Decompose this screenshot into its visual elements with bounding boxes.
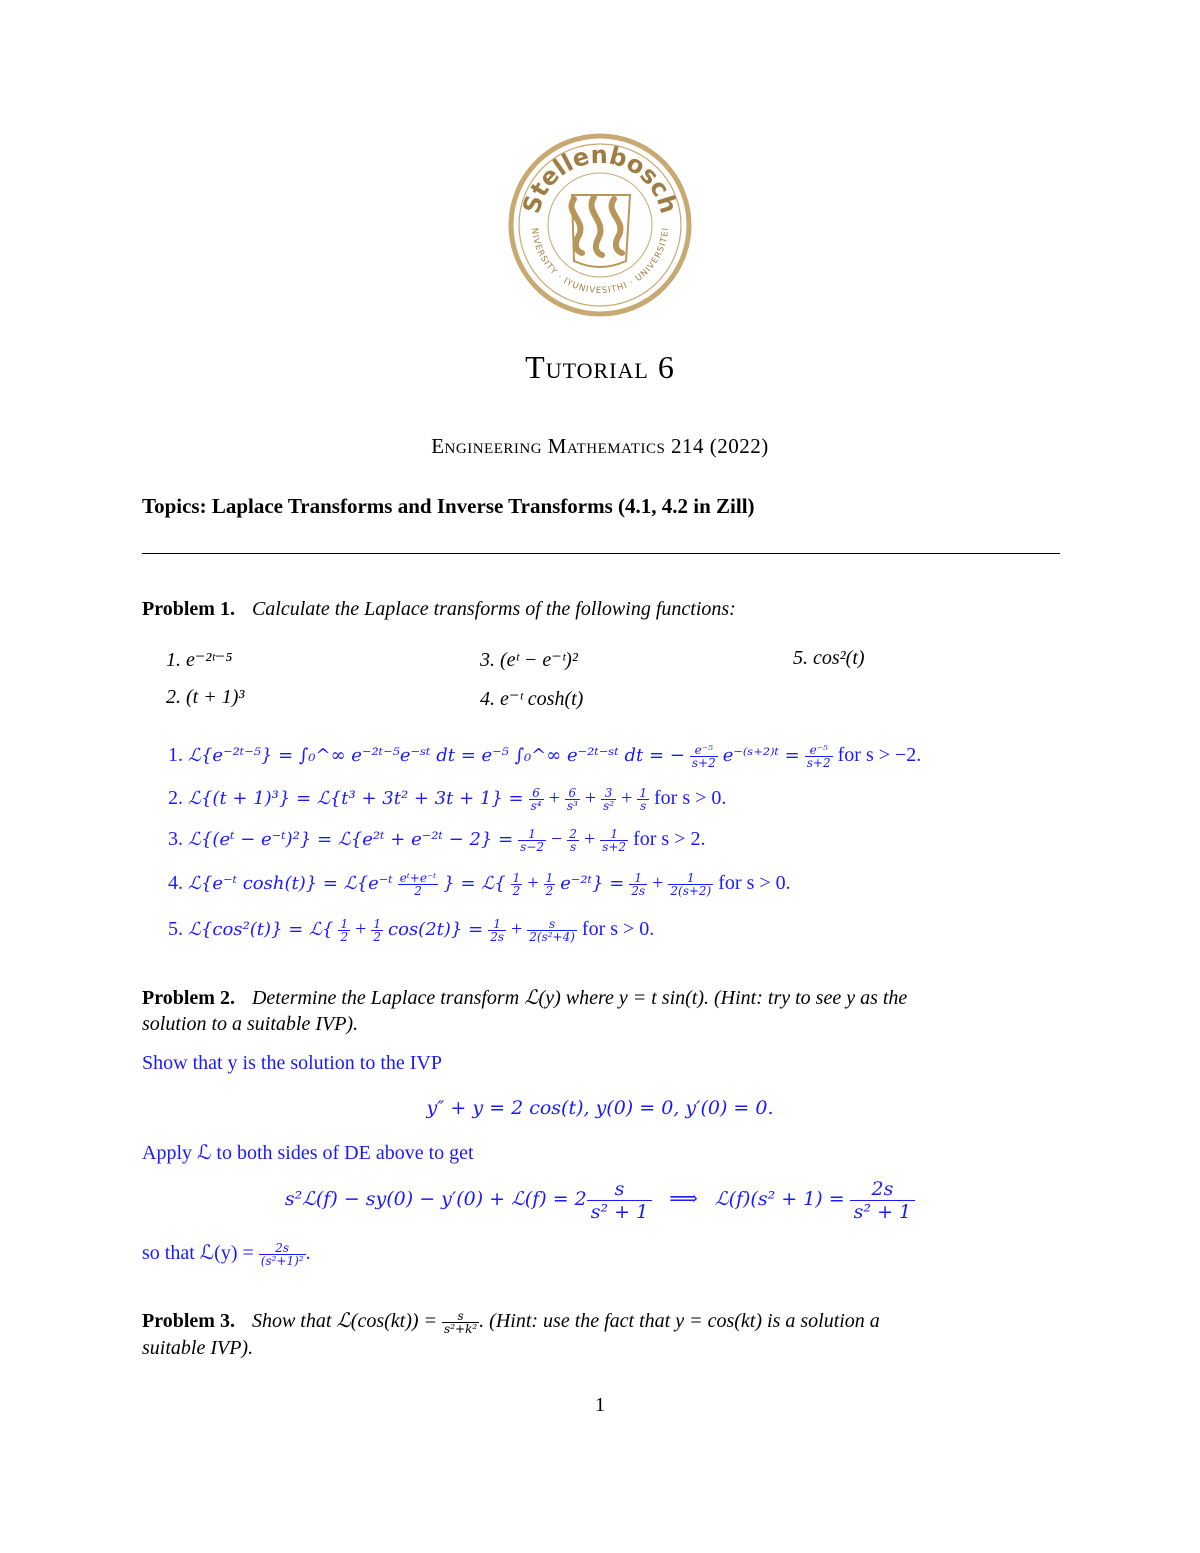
fraction — [442, 1310, 479, 1335]
problem2-label: Problem 2. — [142, 987, 235, 1009]
operator: + — [510, 918, 523, 941]
fraction — [398, 872, 439, 897]
problem1-heading — [142, 598, 736, 621]
period: . — [305, 1242, 311, 1264]
list-item — [480, 686, 583, 711]
denominator: 2 — [414, 884, 422, 898]
university-logo — [508, 133, 692, 317]
numerator: s — [587, 1178, 652, 1201]
solution-number: 4. — [168, 872, 183, 895]
denominator: s+2 — [691, 756, 716, 770]
denominator: s — [640, 799, 647, 813]
problem2-heading — [142, 985, 907, 1010]
denominator: s²+k² — [444, 1321, 478, 1336]
numerator: 1 — [639, 786, 647, 800]
item-expression: (eᵗ − e⁻ᵗ)² — [500, 649, 578, 671]
list-item — [166, 686, 244, 709]
denominator: s² + 1 — [590, 1201, 649, 1223]
solution-mid: e⁻⁽ˢ⁺²⁾ᵗ = — [722, 745, 800, 767]
problem2-apply-text: Apply ℒ to both sides of DE above to get — [142, 1142, 474, 1164]
solution-4 — [168, 872, 791, 897]
operator: + — [527, 872, 539, 895]
solution-number: 1. — [168, 744, 183, 767]
numerator: 1 — [488, 918, 506, 931]
denominator: s² — [603, 799, 615, 813]
numerator: 2s — [850, 1178, 915, 1201]
fraction — [338, 918, 350, 943]
denominator: (s²+1)² — [260, 1253, 304, 1268]
denominator: s — [570, 840, 577, 854]
fraction — [529, 787, 544, 812]
fraction — [805, 744, 833, 769]
solution-3 — [168, 828, 705, 853]
list-item — [166, 647, 232, 672]
transformed-equation — [0, 1178, 1200, 1223]
svg-text:Stellenbosch — [517, 141, 683, 217]
problem3-label: Problem 3. — [142, 1310, 235, 1332]
item-number: 5. — [793, 647, 808, 669]
fraction — [850, 1178, 915, 1223]
problem2-statement-cont: solution to a suitable IVP). — [142, 1013, 359, 1035]
fraction — [511, 872, 523, 897]
item-number: 4. — [480, 688, 495, 710]
problem1-label: Problem 1. — [142, 598, 235, 620]
solution-mid: } = ℒ{ — [443, 873, 506, 895]
solution-condition: for s > 0. — [654, 787, 727, 810]
divider — [142, 553, 1060, 554]
numerator: 1 — [545, 871, 554, 885]
equation-left: s²ℒ(f) − sy(0) − y′(0) + ℒ(f) = 2 — [284, 1188, 587, 1211]
operator: + — [652, 872, 664, 895]
operator: + — [548, 787, 560, 810]
denominator: s−2 — [520, 840, 545, 854]
numerator: e⁻⁵ — [805, 744, 833, 757]
denominator: 2 — [545, 884, 554, 898]
denominator: 2s — [631, 884, 646, 898]
implies-symbol: ⟹ — [669, 1188, 698, 1211]
denominator: 2 — [340, 930, 349, 944]
fraction — [544, 872, 556, 897]
fraction — [488, 918, 506, 943]
equation-mid: ℒ(f)(s² + 1) = — [714, 1188, 845, 1211]
denominator: 2(s²+4) — [529, 930, 575, 944]
solution-lhs: ℒ{e⁻²ᵗ⁻⁵} = ∫₀^∞ e⁻²ᵗ⁻⁵e⁻ˢᵗ dt = e⁻⁵ ∫₀^∞ e⁻²ᵗ⁻ˢᵗ dt = − — [188, 745, 685, 767]
fraction — [600, 828, 628, 853]
solution-5 — [168, 918, 654, 943]
course-subtitle: Engineering Mathematics 214 (2022) — [431, 434, 769, 458]
item-number: 3. — [480, 649, 495, 671]
fraction — [668, 872, 713, 897]
problem1-statement: Calculate the Laplace transforms of the following functions: — [251, 598, 736, 620]
item-expression: e⁻²ᵗ⁻⁵ — [186, 649, 233, 671]
solution-2 — [168, 787, 726, 812]
numerator: 3 — [601, 787, 616, 800]
solution-1 — [168, 744, 921, 769]
problem3-statement-cont: suitable IVP). — [142, 1337, 254, 1359]
denominator: s² + 1 — [853, 1201, 912, 1223]
fraction — [567, 828, 579, 853]
item-number: 1. — [166, 649, 181, 671]
fraction — [587, 1178, 652, 1223]
fraction — [527, 918, 577, 943]
item-number: 2. — [166, 686, 181, 708]
solution-number: 5. — [168, 918, 183, 941]
operator: + — [584, 787, 597, 810]
solution-condition: for s > 2. — [633, 828, 706, 851]
solution-number: 2. — [168, 787, 183, 810]
solution-lhs: ℒ{e⁻ᵗ cosh(t)} = ℒ{e⁻ᵗ — [188, 873, 393, 895]
solution-condition: for s > −2. — [837, 744, 922, 767]
numerator: s — [442, 1310, 479, 1323]
operator: + — [355, 918, 367, 941]
stellenbosch-seal-icon — [508, 133, 692, 317]
solution-lhs: ℒ{cos²(t)} = ℒ{ — [188, 919, 334, 941]
numerator: 1 — [373, 917, 382, 931]
item-expression: e⁻ᵗ cosh(t) — [500, 688, 584, 710]
numerator: 6 — [565, 787, 580, 800]
fraction — [601, 787, 616, 812]
denominator: 2 — [512, 884, 521, 898]
fraction — [518, 828, 546, 853]
fraction — [690, 744, 718, 769]
operator: − — [551, 828, 563, 851]
numerator: 1 — [340, 917, 349, 931]
numerator: eᵗ+e⁻ᵗ — [399, 871, 437, 885]
numerator: 1 — [512, 871, 521, 885]
fraction — [565, 787, 580, 812]
problem2-show-text: Show that y is the solution to the IVP — [142, 1052, 442, 1074]
page-number: 1 — [595, 1394, 605, 1416]
fraction — [637, 787, 649, 812]
list-item — [480, 647, 578, 672]
ivp-equation: y″ + y = 2 cos(t), y(0) = 0, y′(0) = 0. — [426, 1097, 774, 1119]
solution-condition: for s > 0. — [718, 872, 791, 895]
denominator: s+2 — [806, 756, 831, 770]
problem3-hint: . (Hint: use the fact that y = cos(kt) is a solution a — [479, 1310, 880, 1332]
solution-lhs: ℒ{(eᵗ − e⁻ᵗ)²} = ℒ{e²ᵗ + e⁻²ᵗ − 2} = — [188, 829, 514, 851]
item-expression: (t + 1)³ — [186, 686, 245, 708]
logo-name-text: Stellenbosch — [517, 140, 683, 217]
topics-line: Topics: Laplace Transforms and Inverse Transforms (4.1, 4.2 in Zill) — [142, 494, 755, 518]
numerator: 2 — [569, 827, 577, 841]
numerator: 2s — [259, 1242, 306, 1255]
page-title: Tutorial 6 — [525, 349, 675, 385]
problem3-heading — [142, 1308, 880, 1335]
solution-condition: for s > 0. — [581, 918, 655, 941]
denominator: 2 — [373, 930, 382, 944]
numerator: 6 — [529, 787, 544, 800]
operator: + — [621, 787, 633, 810]
operator: + — [583, 828, 596, 851]
denominator: 2s — [490, 930, 504, 944]
problem3-statement: Show that ℒ(cos(kt)) = — [251, 1310, 438, 1332]
item-expression: cos²(t) — [813, 647, 865, 669]
fraction — [371, 918, 383, 943]
problem2-conclusion — [142, 1240, 311, 1267]
solution-mid: e⁻²ᵗ} = — [560, 873, 625, 895]
numerator: 1 — [668, 872, 713, 885]
logo-ring-text: NIVERSITY · IYUNIVESITHI · UNIVERSITEI — [528, 226, 671, 297]
solution-number: 3. — [168, 828, 183, 851]
solution-mid: cos(2t)} = — [388, 919, 484, 941]
conclusion-text: so that ℒ(y) = — [142, 1242, 254, 1264]
numerator: e⁻⁵ — [690, 744, 718, 757]
numerator: 1 — [600, 828, 628, 841]
list-item — [793, 647, 865, 670]
problem2-statement: Determine the Laplace transform ℒ(y) where y = t sin(t). (Hint: try to see y as the — [251, 987, 908, 1009]
denominator: s³ — [566, 799, 578, 813]
numerator: 1 — [518, 828, 546, 841]
fraction — [259, 1242, 306, 1267]
denominator: s⁴ — [530, 799, 542, 813]
denominator: s+2 — [602, 840, 627, 854]
numerator: 1 — [629, 872, 647, 885]
fraction — [629, 872, 647, 897]
denominator: 2(s+2) — [670, 884, 712, 898]
numerator: s — [527, 918, 577, 931]
solution-lhs: ℒ{(t + 1)³} = ℒ{t³ + 3t² + 3t + 1} = — [188, 788, 524, 810]
